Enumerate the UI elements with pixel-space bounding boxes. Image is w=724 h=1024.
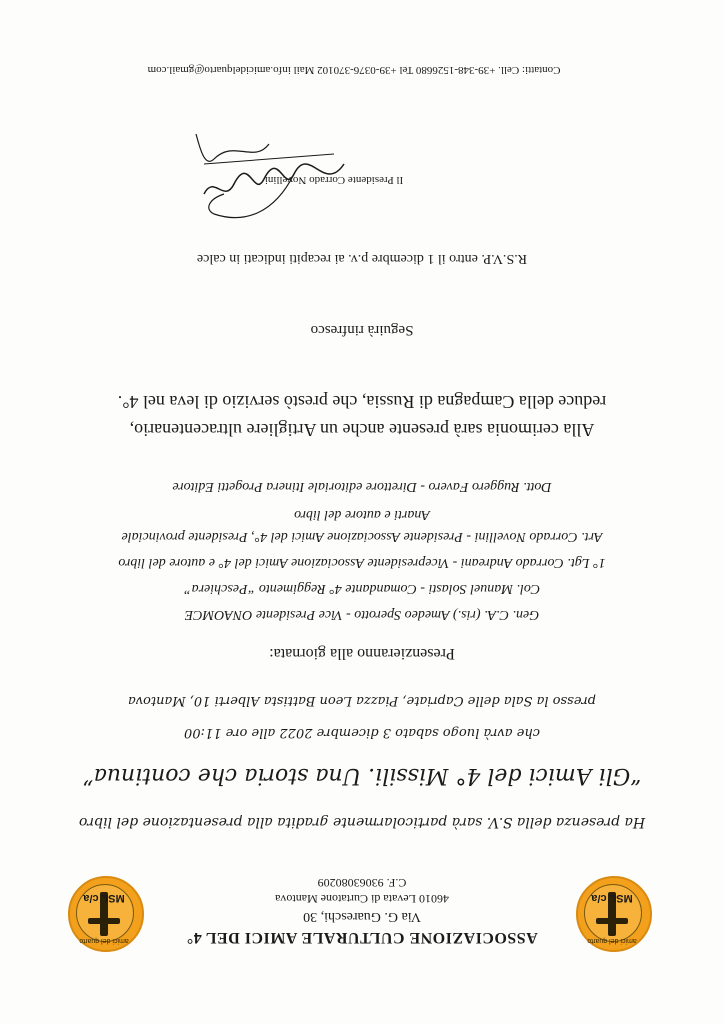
attendee-item: Dott. Ruggero Favero - Direttore editoriale Itinera Progetti Editore — [172, 479, 552, 494]
signature-label: Il Presidente Corrado Novellini — [264, 174, 404, 186]
logo-label: MSL c/a — [591, 892, 633, 904]
ceremony-line-1: Alla cerimonia sarà presente anche un Artigliere ultracentenario, — [129, 420, 595, 440]
association-title: ASSOCIAZIONE CULTURALE AMICI DEL 4° — [186, 929, 538, 946]
signature-icon — [194, 124, 354, 234]
contacts-line: Contatti: Cell. +39-348-1526680 Tel +39-0376-370102 Mail info.amicidelquarto@gmail.com — [147, 64, 561, 76]
logo-ring-text: amici del quarto — [587, 937, 637, 944]
ceremony-line-2: reduce della Campagna di Russia, che prestò servizio di leva nel 4°. — [117, 392, 607, 412]
fiscal-code: C.F. 93063080209 — [317, 876, 407, 890]
refreshment-note: Seguirà rinfresco — [310, 322, 414, 338]
attendee-item: 1° Lgt. Corrado Andreani - Vicepresidente Associazione Amici del 4° e autore del libro — [118, 555, 606, 570]
attendee-item: Art. Corrado Novellini - Presidente Associazione Amici del 4°, Presidente provinciale — [121, 529, 603, 544]
invitation-intro: Ha presenza della S.V. sarà particolarmente gradita alla presentazione del libro — [78, 814, 646, 830]
date-line: che avrà luogo sabato 3 dicembre 2022 alle ore 11:00 — [184, 725, 540, 740]
attendee-item: Col. Manuel Solasti - Comandante 4° Reggimento “Peschiera” — [183, 581, 541, 596]
logo-label: MSL c/a — [83, 892, 125, 904]
rsvp-note: R.S.V.P. entro il 1 dicembre p.v. ai recapiti indicati in calce — [196, 251, 528, 266]
logo-ring-text: amici del quarto — [79, 937, 129, 944]
attendee-item: Anarti e autore del libro — [294, 507, 430, 522]
attendees-heading: Presenzieranno alla giornata: — [269, 645, 455, 662]
book-title: “Gli Amici del 4° Missili. Una storia che continua” — [82, 763, 642, 788]
venue-line: presso la Sala delle Capriate, Piazza Leon Battista Alberti 10, Mantova — [128, 693, 597, 708]
attendee-item: Gen. C.A. (ris.) Amedeo Sperotto - Vice Presidente ONAOMCE — [184, 607, 540, 622]
address-line-2: 46010 Levata di Curtatone Mantova — [275, 892, 449, 906]
address-line-1: Via G. Guareschi, 30 — [303, 909, 421, 924]
